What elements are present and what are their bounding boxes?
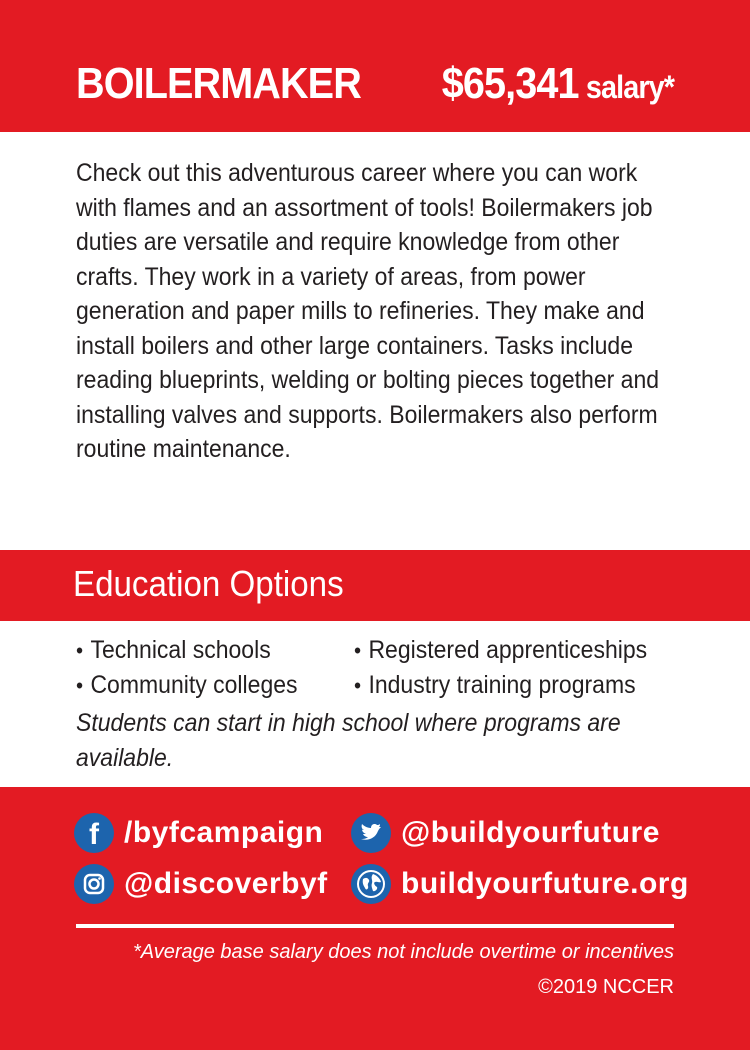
instagram-icon xyxy=(74,864,114,904)
job-title: BOILERMAKER xyxy=(76,59,361,108)
copyright: ©2019 NCCER xyxy=(538,976,674,998)
education-band xyxy=(0,550,750,621)
instagram-handle: @discoverbyf xyxy=(124,867,328,900)
education-title: Education Options xyxy=(73,563,344,604)
instagram-link[interactable] xyxy=(74,864,328,904)
education-note: Students can start in high school where programs are available. xyxy=(76,709,621,772)
education-option: • Community colleges xyxy=(76,671,298,699)
salary-amount: $65,341 xyxy=(441,59,579,108)
footer-divider xyxy=(76,924,674,928)
twitter-icon xyxy=(351,813,391,853)
website-link[interactable] xyxy=(351,864,689,904)
facebook-link[interactable] xyxy=(74,813,323,853)
education-option: • Industry training programs xyxy=(354,671,636,699)
education-options-list xyxy=(76,632,696,712)
website-url: buildyourfuture.org xyxy=(401,867,689,900)
header-band xyxy=(0,0,750,132)
education-option: • Technical schools xyxy=(76,636,271,664)
salary-label: salary* xyxy=(585,69,674,105)
globe-icon xyxy=(351,864,391,904)
svg-text:f: f xyxy=(89,818,99,851)
job-description: Check out this adventurous career where you can work with flames and an assortment of tools! Boilermakers job duties are versatile and require knowledge from other crafts. They work in a variety of areas, from power generation and paper mills to refineries. They make and install boilers and other large containers. Tasks include reading blueprints, welding or bolting pieces together and installing valves and supports. Boilermakers also perform routine maintenance. xyxy=(76,159,660,463)
salary-disclaimer: *Average base salary does not include overtime or incentives xyxy=(132,941,674,963)
salary xyxy=(442,58,674,120)
facebook-icon xyxy=(74,813,114,853)
twitter-link[interactable] xyxy=(351,813,660,853)
facebook-handle: /byfcampaign xyxy=(124,816,324,849)
twitter-handle: @buildyourfuture xyxy=(401,816,660,849)
footer-band xyxy=(0,787,750,1050)
education-option: • Registered apprenticeships xyxy=(354,636,648,664)
